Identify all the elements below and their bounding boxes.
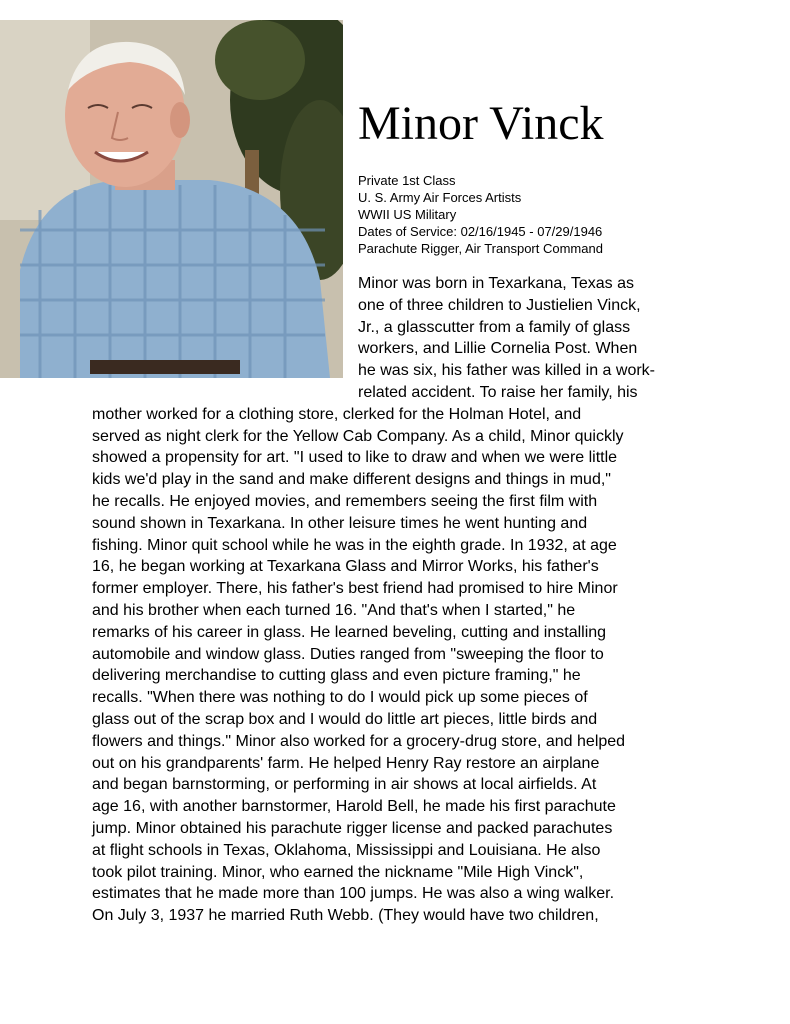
service-conflict: WWII US Military [358,207,457,222]
bio-line: mother worked for a clothing store, clerked for the Holman Hotel, and [92,405,582,423]
bio-line: out on his grandparents' farm. He helped Henry Ray restore an airplane [92,754,600,772]
bio-line: jump. Minor obtained his parachute rigger license and packed parachutes [92,819,613,837]
bio-line: took pilot training. Minor, who earned the nickname "Mile High Vinck", [92,863,584,881]
biography [92,273,702,927]
bio-line: and his brother when each turned 16. "And that's when I started," he [92,601,576,619]
service-record [358,172,603,257]
bio-line: kids we'd play in the sand and make different designs and things in mud," [92,471,611,489]
bio-line: recalls. "When there was nothing to do I would pick up some pieces of [92,689,588,707]
bio-line: related accident. To raise her family, his [358,383,638,401]
bio-line: delivering merchandise to cutting glass and even picture framing," he [92,667,581,685]
bio-line: flowers and things." Minor also worked for a grocery-drug store, and helped [92,732,626,750]
bio-line: automobile and window glass. Duties ranged from "sweeping the floor to [92,645,604,663]
bio-line: showed a propensity for art. "I used to like to draw and when we were little [92,449,618,467]
bio-line: one of three children to Justielien Vinck, [358,296,641,314]
bio-line: remarks of his career in glass. He learned beveling, cutting and installing [92,623,607,641]
service-rank: Private 1st Class [358,173,456,188]
bio-line: at flight schools in Texas, Oklahoma, Mississippi and Louisiana. He also [92,841,601,859]
bio-line: sound shown in Texarkana. In other leisure times he went hunting and [92,514,588,532]
page-title: Minor Vinck [358,97,604,150]
bio-line: glass out of the scrap box and I would do little art pieces, little birds and [92,710,598,728]
bio-line: workers, and Lillie Cornelia Post. When [358,340,638,358]
service-branch: U. S. Army Air Forces Artists [358,190,522,205]
service-role: Parachute Rigger, Air Transport Command [358,241,603,256]
bio-line: estimates that he made more than 100 jumps. He was also a wing walker. [92,885,615,903]
bio-line: age 16, with another barnstormer, Harold Bell, he made his first parachute [92,798,616,816]
bio-line: On July 3, 1937 he married Ruth Webb. (They would have two children, [92,907,599,925]
service-dates: Dates of Service: 02/16/1945 - 07/29/1946 [358,224,603,239]
bio-line: fishing. Minor quit school while he was in the eighth grade. In 1932, at age [92,536,617,554]
bio-line: Jr., a glasscutter from a family of glass [358,318,631,336]
bio-line: Minor was born in Texarkana, Texas as [358,275,634,292]
bio-line: 16, he began working at Texarkana Glass and Mirror Works, his father's [92,558,599,576]
bio-line: former employer. There, his father's best friend had promised to hire Minor [92,580,618,598]
bio-line: he recalls. He enjoyed movies, and remembers seeing the first film with [92,492,598,510]
bio-line: and began barnstorming, or performing in air shows at local airfields. At [92,776,597,794]
bio-line: served as night clerk for the Yellow Cab Company. As a child, Minor quickly [92,427,624,445]
bio-line: he was six, his father was killed in a work- [358,362,655,380]
